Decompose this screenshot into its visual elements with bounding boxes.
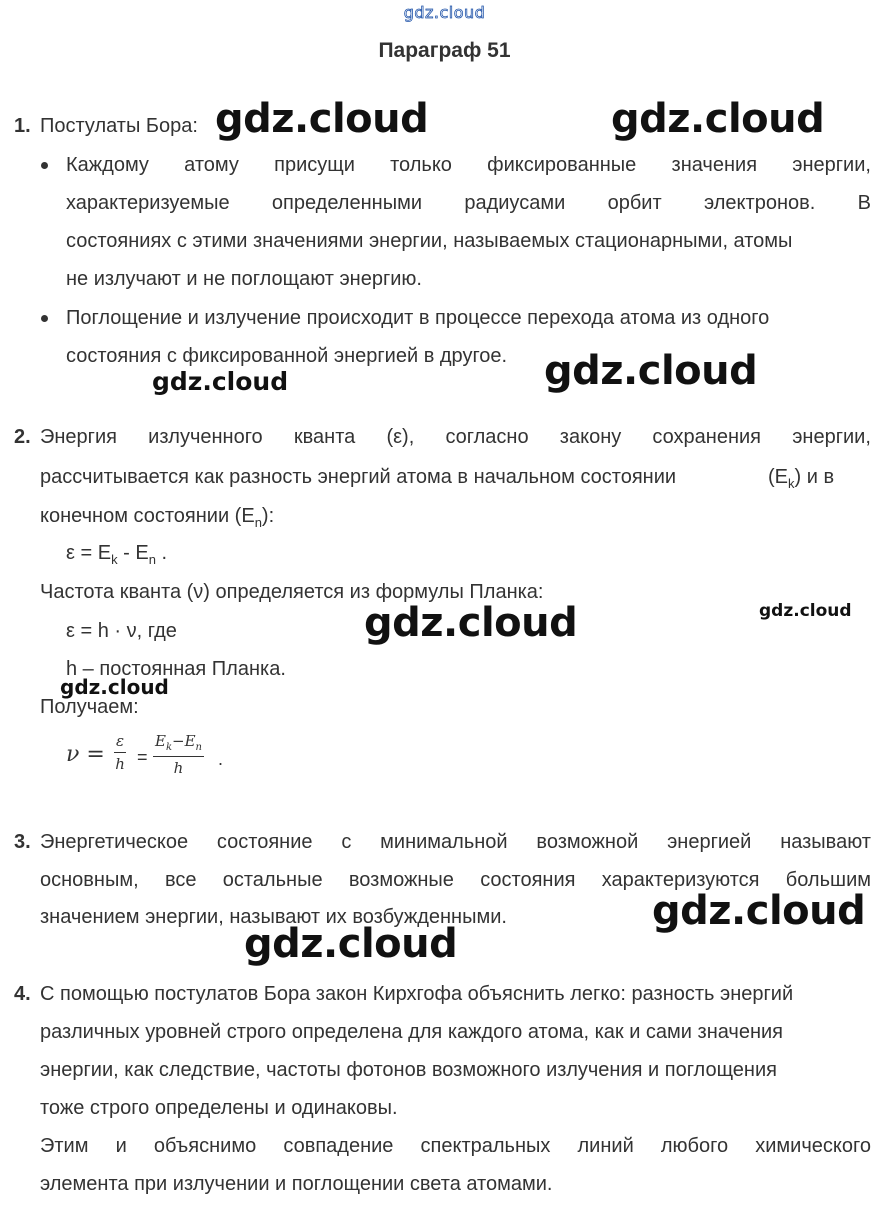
page-title: Параграф 51 xyxy=(378,39,511,62)
word: радиусами xyxy=(464,192,566,214)
watermark: gdz.cloud xyxy=(60,675,169,699)
word: основным, xyxy=(40,869,139,891)
word: Энергия xyxy=(40,426,117,448)
word: энергии, xyxy=(792,426,871,448)
s4-line1: С помощью постулатов Бора закон Кирхгофа объяснить легко: разность энергий xyxy=(40,983,794,1005)
word: линий xyxy=(577,1135,634,1157)
word: и xyxy=(115,1135,127,1157)
s1-b2-line2: состояния с фиксированной энергией в другое. xyxy=(66,345,508,367)
word: В xyxy=(857,192,871,214)
s1-b1-line2 xyxy=(66,193,871,213)
bullet xyxy=(41,315,48,322)
word: присущи xyxy=(274,154,355,176)
s3-line1 xyxy=(40,832,871,852)
s1-b1-line1 xyxy=(66,155,871,175)
watermark: gdz.cloud xyxy=(652,888,866,934)
word: энергией xyxy=(667,831,752,853)
s4-line2: различных уровней строго определена для каждого атома, как и сами значения xyxy=(40,1021,784,1043)
s4-line6: элемента при излучении и поглощении света атомами. xyxy=(40,1173,553,1195)
formula-energy: $\varepsilon = E_k - E_n$ . xyxy=(66,542,168,567)
watermark: gdz.cloud xyxy=(759,601,852,621)
word: состояния xyxy=(480,869,576,891)
item-number-1: 1. xyxy=(14,115,31,137)
word: закону xyxy=(559,426,622,448)
word: электронов. xyxy=(704,192,816,214)
word: Энергетическое xyxy=(40,831,189,853)
s2-line3: конечном состоянии $(E_n)$: xyxy=(40,505,275,530)
s2-line2: рассчитывается как разность энергий атома в начальном состоянии xyxy=(40,466,677,488)
word: только xyxy=(390,154,452,176)
s2-line6: Получаем: xyxy=(40,696,139,718)
item-number-2: 2. xyxy=(14,426,31,448)
word: большим xyxy=(785,869,871,891)
watermark: gdz.cloud xyxy=(152,367,289,396)
fraction-energy-diff-over-h: $E_k-E_n$ h xyxy=(155,732,202,777)
formula-nu-lhs: ν = xyxy=(66,742,105,767)
s3-line2 xyxy=(40,870,871,890)
s2-line2-end: $(E_k)$ и в xyxy=(768,466,835,491)
word: Этим xyxy=(40,1135,89,1157)
s1-b1-line4: не излучают и не поглощают энергию. xyxy=(66,268,422,290)
word: все xyxy=(164,869,197,891)
word: совпадение xyxy=(283,1135,394,1157)
word: характеризуемые xyxy=(66,192,230,214)
s2-line1 xyxy=(40,427,871,447)
formula-planck: ε = h · ν, где xyxy=(66,620,177,642)
section-1-heading: Постулаты Бора: xyxy=(40,115,198,137)
word: орбит xyxy=(607,192,662,214)
word: энергии, xyxy=(792,154,871,176)
word: минимальной xyxy=(380,831,508,853)
s4-line5 xyxy=(40,1136,871,1156)
watermark: gdz.cloud xyxy=(544,348,758,394)
word: согласно xyxy=(445,426,529,448)
item-number-3: 3. xyxy=(14,831,31,853)
word: называют xyxy=(780,831,871,853)
watermark: gdz.cloud xyxy=(215,96,429,142)
formula-equals: = xyxy=(137,747,148,767)
word: остальные xyxy=(222,869,323,891)
word: значения xyxy=(671,154,758,176)
word: возможные xyxy=(348,869,454,891)
word: спектральных xyxy=(420,1135,551,1157)
word: химического xyxy=(755,1135,871,1157)
word: определенными xyxy=(271,192,422,214)
word: характеризуются xyxy=(601,869,760,891)
word: сохранения xyxy=(652,426,762,448)
fraction-eps-over-h: ε h xyxy=(115,732,125,773)
watermark: gdz.cloud xyxy=(244,921,458,967)
formula-dot: . xyxy=(218,749,224,769)
item-number-4: 4. xyxy=(14,983,31,1005)
word: Каждому xyxy=(66,154,149,176)
s1-b2-line1: Поглощение и излучение происходит в процессе перехода атома из одного xyxy=(66,307,770,329)
s4-line4: тоже строго определены и одинаковы. xyxy=(40,1097,398,1119)
word: объяснимо xyxy=(153,1135,257,1157)
s4-line3: энергии, как следствие, частоты фотонов возможного излучения и поглощения xyxy=(40,1059,777,1081)
word: состояние xyxy=(216,831,313,853)
word: с xyxy=(341,831,352,853)
bullet xyxy=(41,162,48,169)
word: излученного xyxy=(148,426,263,448)
word: (ε), xyxy=(386,426,415,448)
s2-line5: h – постоянная Планка. xyxy=(66,658,286,680)
s1-b1-line3: состояниях с этими значениями энергии, называемых стационарными, атомы xyxy=(66,230,793,252)
s3-line3: значением энергии, называют их возбужденными. xyxy=(40,906,507,928)
word: любого xyxy=(660,1135,729,1157)
s2-line4: Частота кванта (ν) определяется из формулы Планка: xyxy=(40,581,544,603)
word: фиксированные xyxy=(487,154,637,176)
word: кванта xyxy=(293,426,356,448)
word: атому xyxy=(184,154,239,176)
word: возможной xyxy=(536,831,639,853)
top-watermark: gdz.cloud xyxy=(403,3,486,22)
watermark: gdz.cloud xyxy=(611,96,825,142)
watermark: gdz.cloud xyxy=(364,600,578,646)
